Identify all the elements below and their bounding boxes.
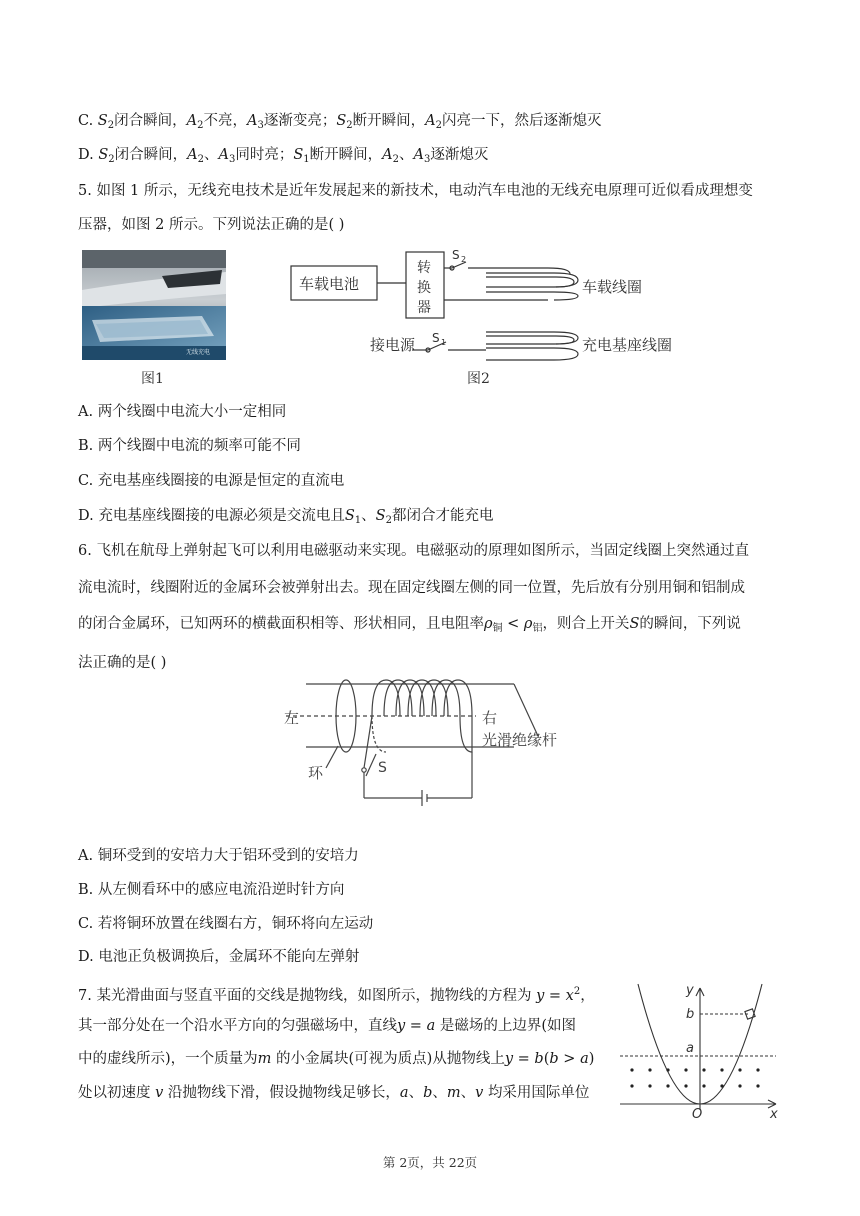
q6-stem-line3: 的闭合金属环，已知两环的横截面积相等、形状相同，且电阻率$\rho_铜 < \rho_铝$，则合上开关S的瞬间，下列说 [78,616,741,634]
q6-stem-line1: 6. 飞机在航母上弹射起飞可以利用电磁驱动来实现。电磁驱动的原理如图所示，当固定线圈上突然通过直 [78,543,749,559]
q7-line2: 其一部分处在一个沿水平方向的匀强磁场中，直线y = a 是磁场的上边界(如图 [78,1018,576,1034]
q6-option-b: B. 从左侧看环中的感应电流沿逆时针方向 [78,882,345,898]
battery-label: 车载电池 [299,275,360,293]
origin-label: O [692,1107,703,1120]
q5-figure1-caption: 图1 [141,371,164,387]
q5-stem-line2: 压器，如图 2 所示。下列说法正确的是( ) [78,217,345,233]
converter-label-3: 器 [417,300,431,316]
q6-option-d: D. 电池正负极调换后，金属环不能向左弹射 [78,949,360,965]
x-axis-label: x [770,1107,778,1120]
q5-figure2-diagram [286,246,706,366]
q5-option-c: C. 充电基座线圈接的电源是恒定的直流电 [78,473,345,489]
q5-option-a: A. 两个线圈中电流大小一定相同 [78,404,287,420]
q6-stem-line2: 流电流时，线圈附近的金属环会被弹射出去。现在固定线圈左侧的同一位置，先后放有分别用铜和铝制成 [78,580,745,596]
svg-text:无线充电: 无线充电 [186,349,211,356]
switch-label: S [378,760,387,776]
q6-coil-diagram [276,672,596,812]
q7-line3: 中的虚线所示)，一个质量为m 的小金属块(可视为质点)从抛物线上y = b(b > a) [78,1051,595,1067]
b-label: b [686,1007,695,1022]
y-axis-label: y [686,983,694,998]
switch-s1-label: S [432,331,440,345]
q7-parabola-diagram [616,980,786,1120]
q5-figure2-caption: 图2 [467,371,490,387]
power-label: 接电源 [370,336,416,354]
q6-option-c: C. 若将铜环放置在线圈右方，铜环将向左运动 [78,916,374,932]
rod-label: 光滑绝缘杆 [482,731,558,749]
converter-label-1: 转 [417,260,431,276]
car-coil-label: 车载线圈 [582,278,643,296]
switch-s2-label: S [452,248,460,262]
q6-stem-line4: 法正确的是( ) [78,655,167,671]
page-footer: 第 2页，共 22页 [382,1155,478,1170]
ring-label: 环 [308,764,324,782]
q4-option-d: D. $S_2$闭合瞬间，$A_2$、$A_3$同时亮；$S_1$断开瞬间，$A_2$、$A_3$逐渐熄灭 [78,147,489,165]
converter-label-2: 换 [417,280,431,296]
q4-option-c: C. $S_2$闭合瞬间，$A_2$不亮，$A_3$逐渐变亮；$S_2$断开瞬间，$A_2$闪亮一下，然后逐渐熄灭 [78,113,602,131]
q5-option-b: B. 两个线圈中电流的频率可能不同 [78,438,301,454]
switch-s2-sub: 2 [461,255,467,264]
q7-line4: 处以初速度 v 沿抛物线下滑，假设抛物线足够长，a、b、m、v 均采用国际单位 [78,1085,590,1101]
right-label: 右 [482,709,498,727]
q7-line1: 7. 某光滑曲面与竖直平面的交线是抛物线，如图所示，抛物线的方程为 $y = x^2$， [78,986,595,1004]
q5-stem-line1: 5. 如图 1 所示，无线充电技术是近年发展起来的新技术，电动汽车电池的无线充电原理可近似看成理想变 [78,183,753,199]
a-label: a [686,1041,694,1056]
q5-figure1-photo [82,250,226,360]
base-coil-label: 充电基座线圈 [582,336,673,354]
left-label: 左 [284,709,300,727]
q5-option-d: D. 充电基座线圈接的电源必须是交流电且$S_1$、$S_2$都闭合才能充电 [78,508,494,526]
q6-option-a: A. 铜环受到的安培力大于铝环受到的安培力 [78,848,359,864]
switch-s1-sub: 1 [441,338,447,347]
